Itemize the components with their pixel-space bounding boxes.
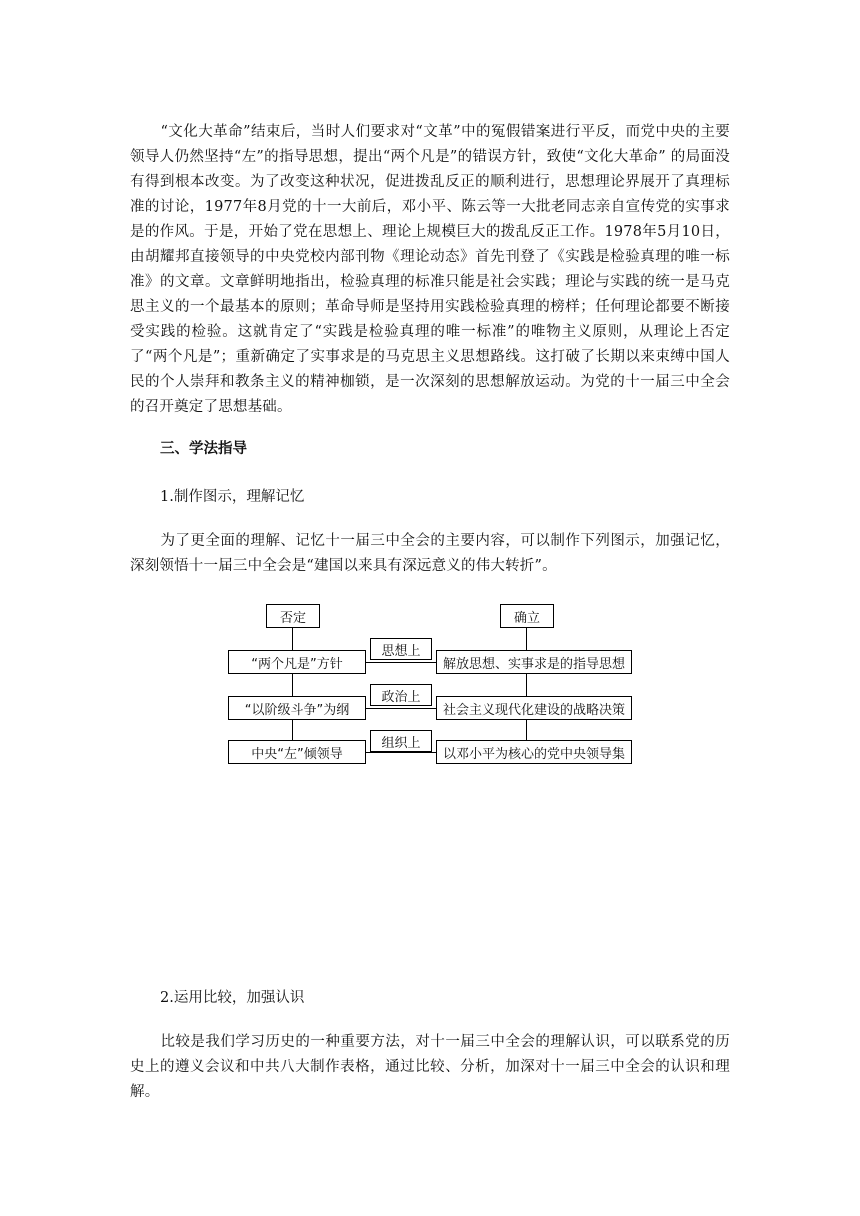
connector-left-mid bbox=[292, 674, 293, 696]
connector-right-top bbox=[526, 628, 527, 650]
subheading-comparison: 2.运用比较，加强认识 bbox=[160, 990, 305, 1006]
connector-right-bottom bbox=[526, 720, 527, 740]
row3-aspect: 组织上 bbox=[370, 730, 432, 752]
row2-aspect: 政治上 bbox=[370, 684, 432, 706]
subheading-diagram: 1.制作图示，理解记忆 bbox=[160, 489, 305, 505]
section-heading: 三、学法指导 bbox=[160, 441, 247, 457]
row1-negated: “两个凡是”方针 bbox=[228, 650, 366, 674]
comparison-diagram bbox=[226, 600, 634, 770]
connector-left-top bbox=[292, 628, 293, 650]
row3-established: 以邓小平为核心的党中央领导集 bbox=[436, 740, 632, 764]
row3-link bbox=[366, 752, 436, 753]
row2-link bbox=[366, 708, 436, 709]
header-establish: 确立 bbox=[500, 604, 554, 628]
paragraph-intro: “文化大革命”结束后，当时人们要求对“文革”中的冤假错案进行平反，而党中央的主要领导人仍然坚持“左”的指导思想，提出“两个凡是”的错误方针，致使“文化大革命” 的局面没有得到根本改变。为了改变这种状况，促进拨乱反正的顺利进行，思想理论界展开了真理标准的讨论，1977年8月党的十一大前后，邓小平、陈云等一大批老同志亲自宣传党的实事求是的作风。于是，开始了党在思想上、理论上规模巨大的拨乱反正工作。1978年5月10日，由胡耀邦直接领导的中央党校内部刊物《理论动态》首先刊登了《实践是检验真理的唯一标准》的文章。文章鲜明地指出，检验真理的标准只能是社会实践；理论与实践的统一是马克思主义的一个最基本的原则；革命导师是坚持用实践检验真理的榜样；任何理论都要不断接受实践的检验。这就肯定了“实践是检验真理的唯一标准”的唯物主义原则，从理论上否定了“两个凡是”；重新确定了实事求是的马克思主义思想路线。这打破了长期以来束缚中国人民的个人崇拜和教条主义的精神枷锁，是一次深刻的思想解放运动。为党的十一届三中全会的召开奠定了思想基础。 bbox=[130, 124, 730, 415]
paragraph-diagram-intro: 为了更全面的理解、记忆十一届三中全会的主要内容，可以制作下列图示，加强记忆，深刻领悟十一届三中全会是“建国以来具有深远意义的伟大转折”。 bbox=[130, 533, 730, 574]
row1-link bbox=[366, 662, 436, 663]
paragraph-comparison: 比较是我们学习历史的一种重要方法，对十一届三中全会的理解认识，可以联系党的历史上的遵义会议和中共八大制作表格，通过比较、分析，加深对十一届三中全会的认识和理解。 bbox=[130, 1034, 730, 1100]
row2-established: 社会主义现代化建设的战略决策 bbox=[436, 696, 632, 720]
connector-right-mid bbox=[526, 674, 527, 696]
connector-left-bottom bbox=[292, 720, 293, 740]
row3-negated: 中央“左”倾领导 bbox=[228, 740, 366, 764]
row1-aspect: 思想上 bbox=[370, 638, 432, 660]
header-negate: 否定 bbox=[266, 604, 320, 628]
row1-established: 解放思想、实事求是的指导思想 bbox=[436, 650, 632, 674]
row2-negated: “以阶级斗争”为纲 bbox=[228, 696, 366, 720]
